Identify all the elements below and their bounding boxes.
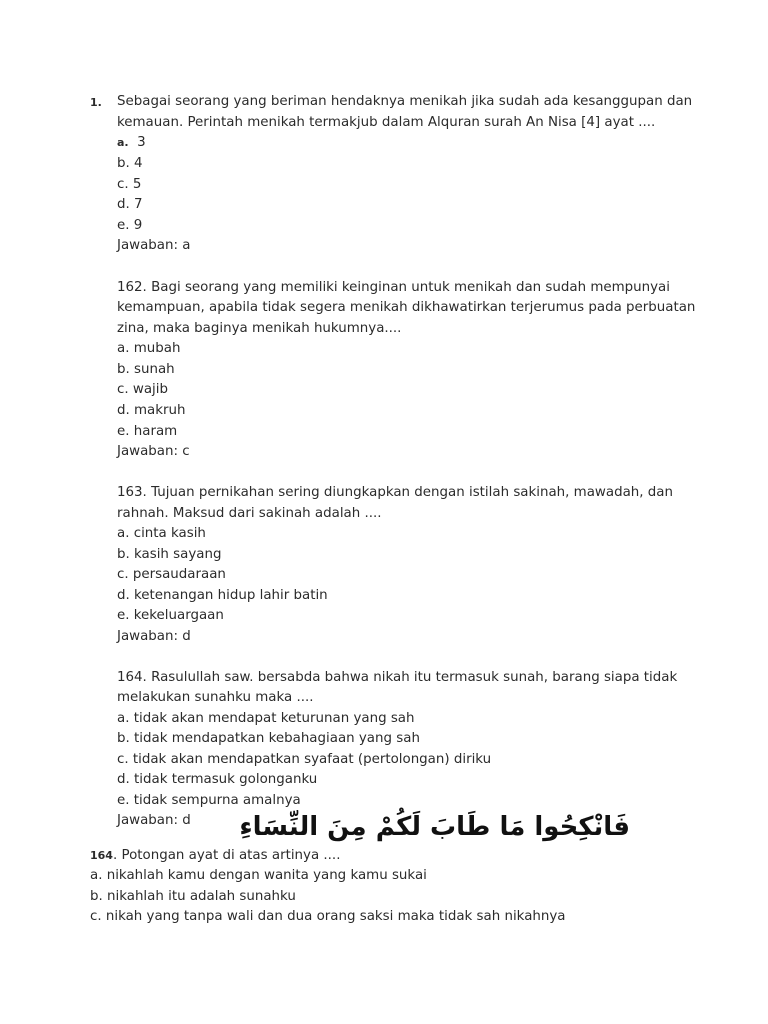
question-164-option-d: d. tidak termasuk golonganku — [117, 772, 318, 787]
question-1-text-line1: Sebagai seorang yang beriman hendaknya menikah jika sudah ada kesanggupan dan — [117, 94, 693, 109]
question-164b-number: 164 — [90, 849, 113, 862]
question-163-option-d: d. ketenangan hidup lahir batin — [117, 588, 328, 603]
question-1-option-a-letter: a. — [117, 136, 129, 149]
question-162-option-e: e. haram — [117, 424, 178, 439]
question-162-option-a: a. mubah — [117, 341, 181, 356]
question-164-option-c: c. tidak akan mendapatkan syafaat (pertolongan) diriku — [117, 752, 492, 767]
question-163-option-e: e. kekeluargaan — [117, 608, 224, 623]
question-162-option-d: d. makruh — [117, 403, 186, 418]
question-162-option-c: c. wajib — [117, 382, 168, 397]
question-164b-option-c: c. nikah yang tanpa wali dan dua orang saksi maka tidak sah nikahnya — [90, 909, 566, 924]
question-162-answer: Jawaban: c — [117, 444, 190, 459]
question-163-option-b: b. kasih sayang — [117, 547, 222, 562]
question-163-option-c: c. persaudaraan — [117, 567, 226, 582]
question-163-answer: Jawaban: d — [117, 629, 191, 644]
question-164-option-a: a. tidak akan mendapat keturunan yang sah — [117, 711, 415, 726]
question-163-text-line1: 163. Tujuan pernikahan sering diungkapkan dengan istilah sakinah, mawadah, dan — [117, 485, 673, 500]
question-1-option-c: c. 5 — [117, 177, 142, 192]
question-1-answer: Jawaban: a — [117, 238, 191, 253]
question-164-text-line2: melakukan sunahku maka .... — [117, 690, 314, 705]
question-162-option-b: b. sunah — [117, 362, 175, 377]
question-164b-text — [90, 847, 340, 865]
question-164-option-b: b. tidak mendapatkan kebahagiaan yang sah — [117, 731, 420, 746]
question-162-text-line2: kemampuan, apabila tidak segera menikah dikhawatirkan terjerumus pada perbuatan — [117, 300, 696, 315]
question-162-text-line1: 162. Bagi seorang yang memiliki keinginan untuk menikah dan sudah mempunyai — [117, 280, 670, 295]
question-163-text-line2: rahnah. Maksud dari sakinah adalah .... — [117, 506, 382, 521]
question-163-option-a: a. cinta kasih — [117, 526, 206, 541]
question-162-text-line3: zina, maka baginya menikah hukumnya.... — [117, 321, 402, 336]
question-164b-prompt: . Potongan ayat di atas artinya .... — [112, 848, 341, 863]
question-1-text-line2: kemauan. Perintah menikah termakjub dalam Alquran surah An Nisa [4] ayat .... — [117, 115, 656, 130]
question-164-text-line1: 164. Rasulullah saw. bersabda bahwa nikah itu termasuk sunah, barang siapa tidak — [117, 670, 678, 685]
question-164b-option-a: a. nikahlah kamu dengan wanita yang kamu sukai — [90, 868, 427, 883]
question-1-option-e: e. 9 — [117, 218, 143, 233]
question-1-option-a-value: 3 — [137, 135, 146, 150]
question-1-option-d: d. 7 — [117, 197, 143, 212]
arabic-verse: فَانْكِحُوا مَا طَابَ لَكُمْ مِنَ النِّسَاءِ — [239, 812, 630, 842]
question-1-number: 1. — [90, 96, 102, 109]
question-164-option-e: e. tidak sempurna amalnya — [117, 793, 301, 808]
question-1-option-a — [117, 134, 146, 152]
question-164b-option-b: b. nikahlah itu adalah sunahku — [90, 889, 296, 904]
question-164-answer: Jawaban: d — [117, 813, 191, 828]
question-1-option-b: b. 4 — [117, 156, 143, 171]
